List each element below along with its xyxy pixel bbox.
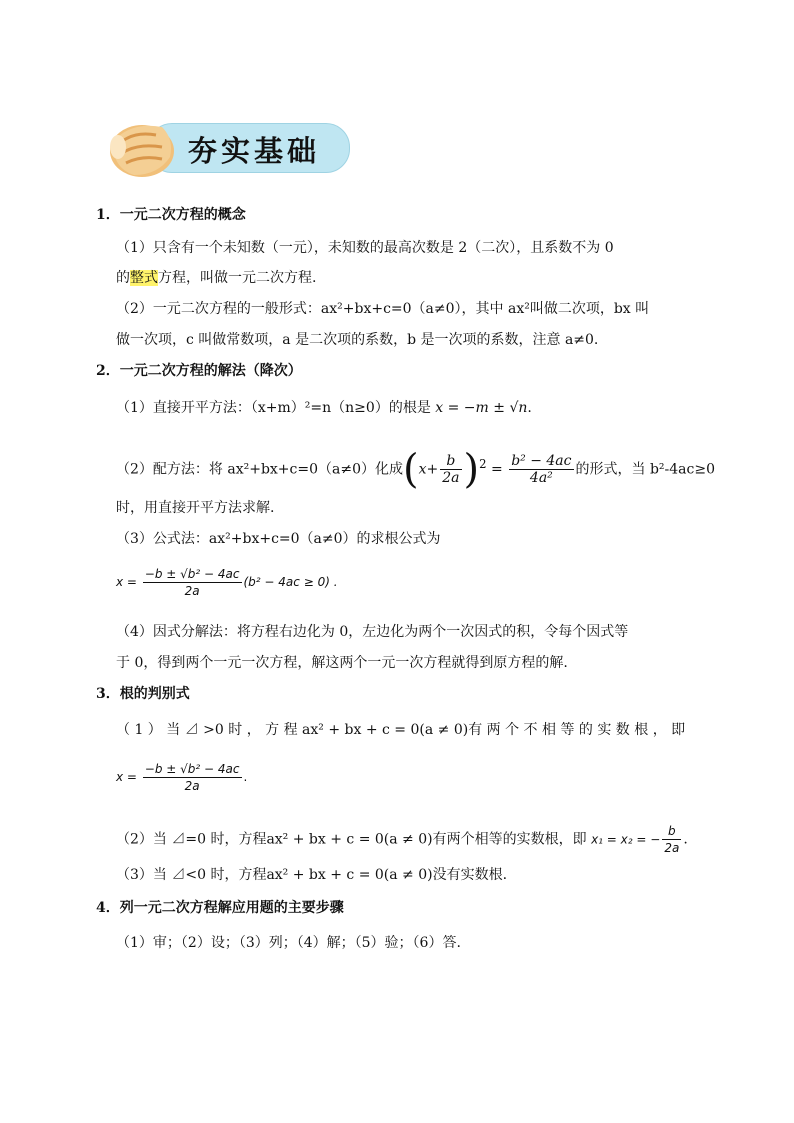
highlighted-term: 整式 (130, 270, 158, 286)
concept-p1-line2 (116, 269, 316, 287)
discriminant-p3: （3）当 ⊿<0 时，方程ax² + bx + c = 0(a ≠ 0)没有实数根. (116, 867, 508, 883)
concept-p2-line2: 做一次项，c 叫做常数项，a 是二次项的系数，b 是一次项的系数，注意 a≠0. (116, 332, 599, 348)
concept-p2-line1: （2）一元二次方程的一般形式：ax²+bx+c=0（a≠0），其中 ax²叫做二次项，bx 叫 (116, 301, 650, 317)
concept-p1-line1: （1）只含有一个未知数（一元），未知数的最高次数是 2（二次），且系数不为 0 (116, 240, 614, 256)
heading-steps: 4．列一元二次方程解应用题的主要步骤 (96, 900, 344, 916)
discriminant-p2-text: （2）当 ⊿=0 时，方程ax² + bx + c = 0(a ≠ 0)有两个相等的实数根，即 (116, 831, 587, 848)
solving-p2-post: 的形式，当 b²-4ac≥0 (575, 461, 715, 478)
solving-p4-line1: （4）因式分解法：将方程右边化为 0，左边化为两个一次因式的积，令每个因式等 (116, 624, 629, 640)
concept-p1-pre: 的 (116, 270, 130, 286)
solving-p2: （2）配方法：将 ax²+bx+c=0（a≠0）化成(x+ $\frac{b}{2a}$ )$^2$ = $\frac{\text{b² − 4ac}}{\text{4a²}}$ 的形式，当 b²-4ac≥0 (116, 446, 715, 493)
solving-p2-rhs-num: b² − 4ac (511, 453, 572, 470)
solving-p1-formula: x = −m ± √n (435, 400, 528, 416)
formula-denominator: 2a (184, 584, 200, 598)
heading-concept: 1．一元二次方程的概念 (96, 207, 246, 223)
formula-numerator: −b ± √b² − 4ac (144, 567, 240, 581)
heading-solving: 2．一元二次方程的解法（降次） (96, 363, 302, 379)
discriminant-formula: x = $\frac{\text{−b ± √b² − 4ac}}{2a}$ . (116, 762, 248, 793)
seashell-icon (100, 113, 178, 183)
discriminant-numerator: −b ± √b² − 4ac (144, 762, 240, 776)
banner-title: 夯实基础 (188, 134, 321, 168)
discriminant-p2-formula: x₁ = x₂ = − (591, 832, 661, 847)
concept-p1-post: 方程，叫做一元二次方程. (158, 270, 317, 286)
solving-p2-text: （2）配方法：将 ax²+bx+c=0（a≠0）化成 (116, 461, 403, 478)
solving-p1-text: （1）直接开平方法：（x+m）²=n（n≥0）的根是 (116, 400, 431, 416)
quadratic-formula: x = $\frac{\text{−b ± √b² − 4ac}}{2a}$ (b² − 4ac ≥ 0) . (116, 567, 338, 598)
solving-p2-lhs-den: 2a (442, 470, 460, 487)
solving-p3: （3）公式法：ax²+bx+c=0（a≠0）的求根公式为 (116, 531, 441, 547)
formula-condition: (b² − 4ac ≥ 0) . (243, 575, 338, 589)
discriminant-p2-den: 2a (664, 841, 680, 855)
discriminant-p2-num: b (662, 823, 681, 840)
heading-discriminant: 3．根的判别式 (96, 686, 190, 702)
section-banner (100, 113, 350, 183)
discriminant-p2: （2）当 ⊿=0 时，方程ax² + bx + c = 0(a ≠ 0)有两个相等的实数根，即 x₁ = x₂ = − $\frac{b}{2a}$ . (116, 824, 688, 855)
steps-list: （1）审；（2）设；（3）列；（4）解；（5）验；（6）答. (116, 935, 461, 951)
solving-p2-lhs-num: b (440, 453, 461, 470)
solving-p2-cont: 时，用直接开平方法求解. (116, 500, 275, 516)
discriminant-denominator: 2a (184, 779, 200, 793)
solving-p4-line2: 于 0，得到两个一元一次方程，解这两个一元一次方程就得到原方程的解. (116, 655, 568, 671)
discriminant-p1: （ 1 ） 当 ⊿ >0 时 ， 方 程 ax² + bx + c = 0(a ≠ 0)有 两 个 不 相 等 的 实 数 根 ， 即 (116, 722, 686, 738)
solving-p1: （1）直接开平方法：（x+m）²=n（n≥0）的根是 x = −m ± √n. (116, 400, 532, 416)
solving-p2-rhs-den: 4a² (529, 470, 553, 487)
